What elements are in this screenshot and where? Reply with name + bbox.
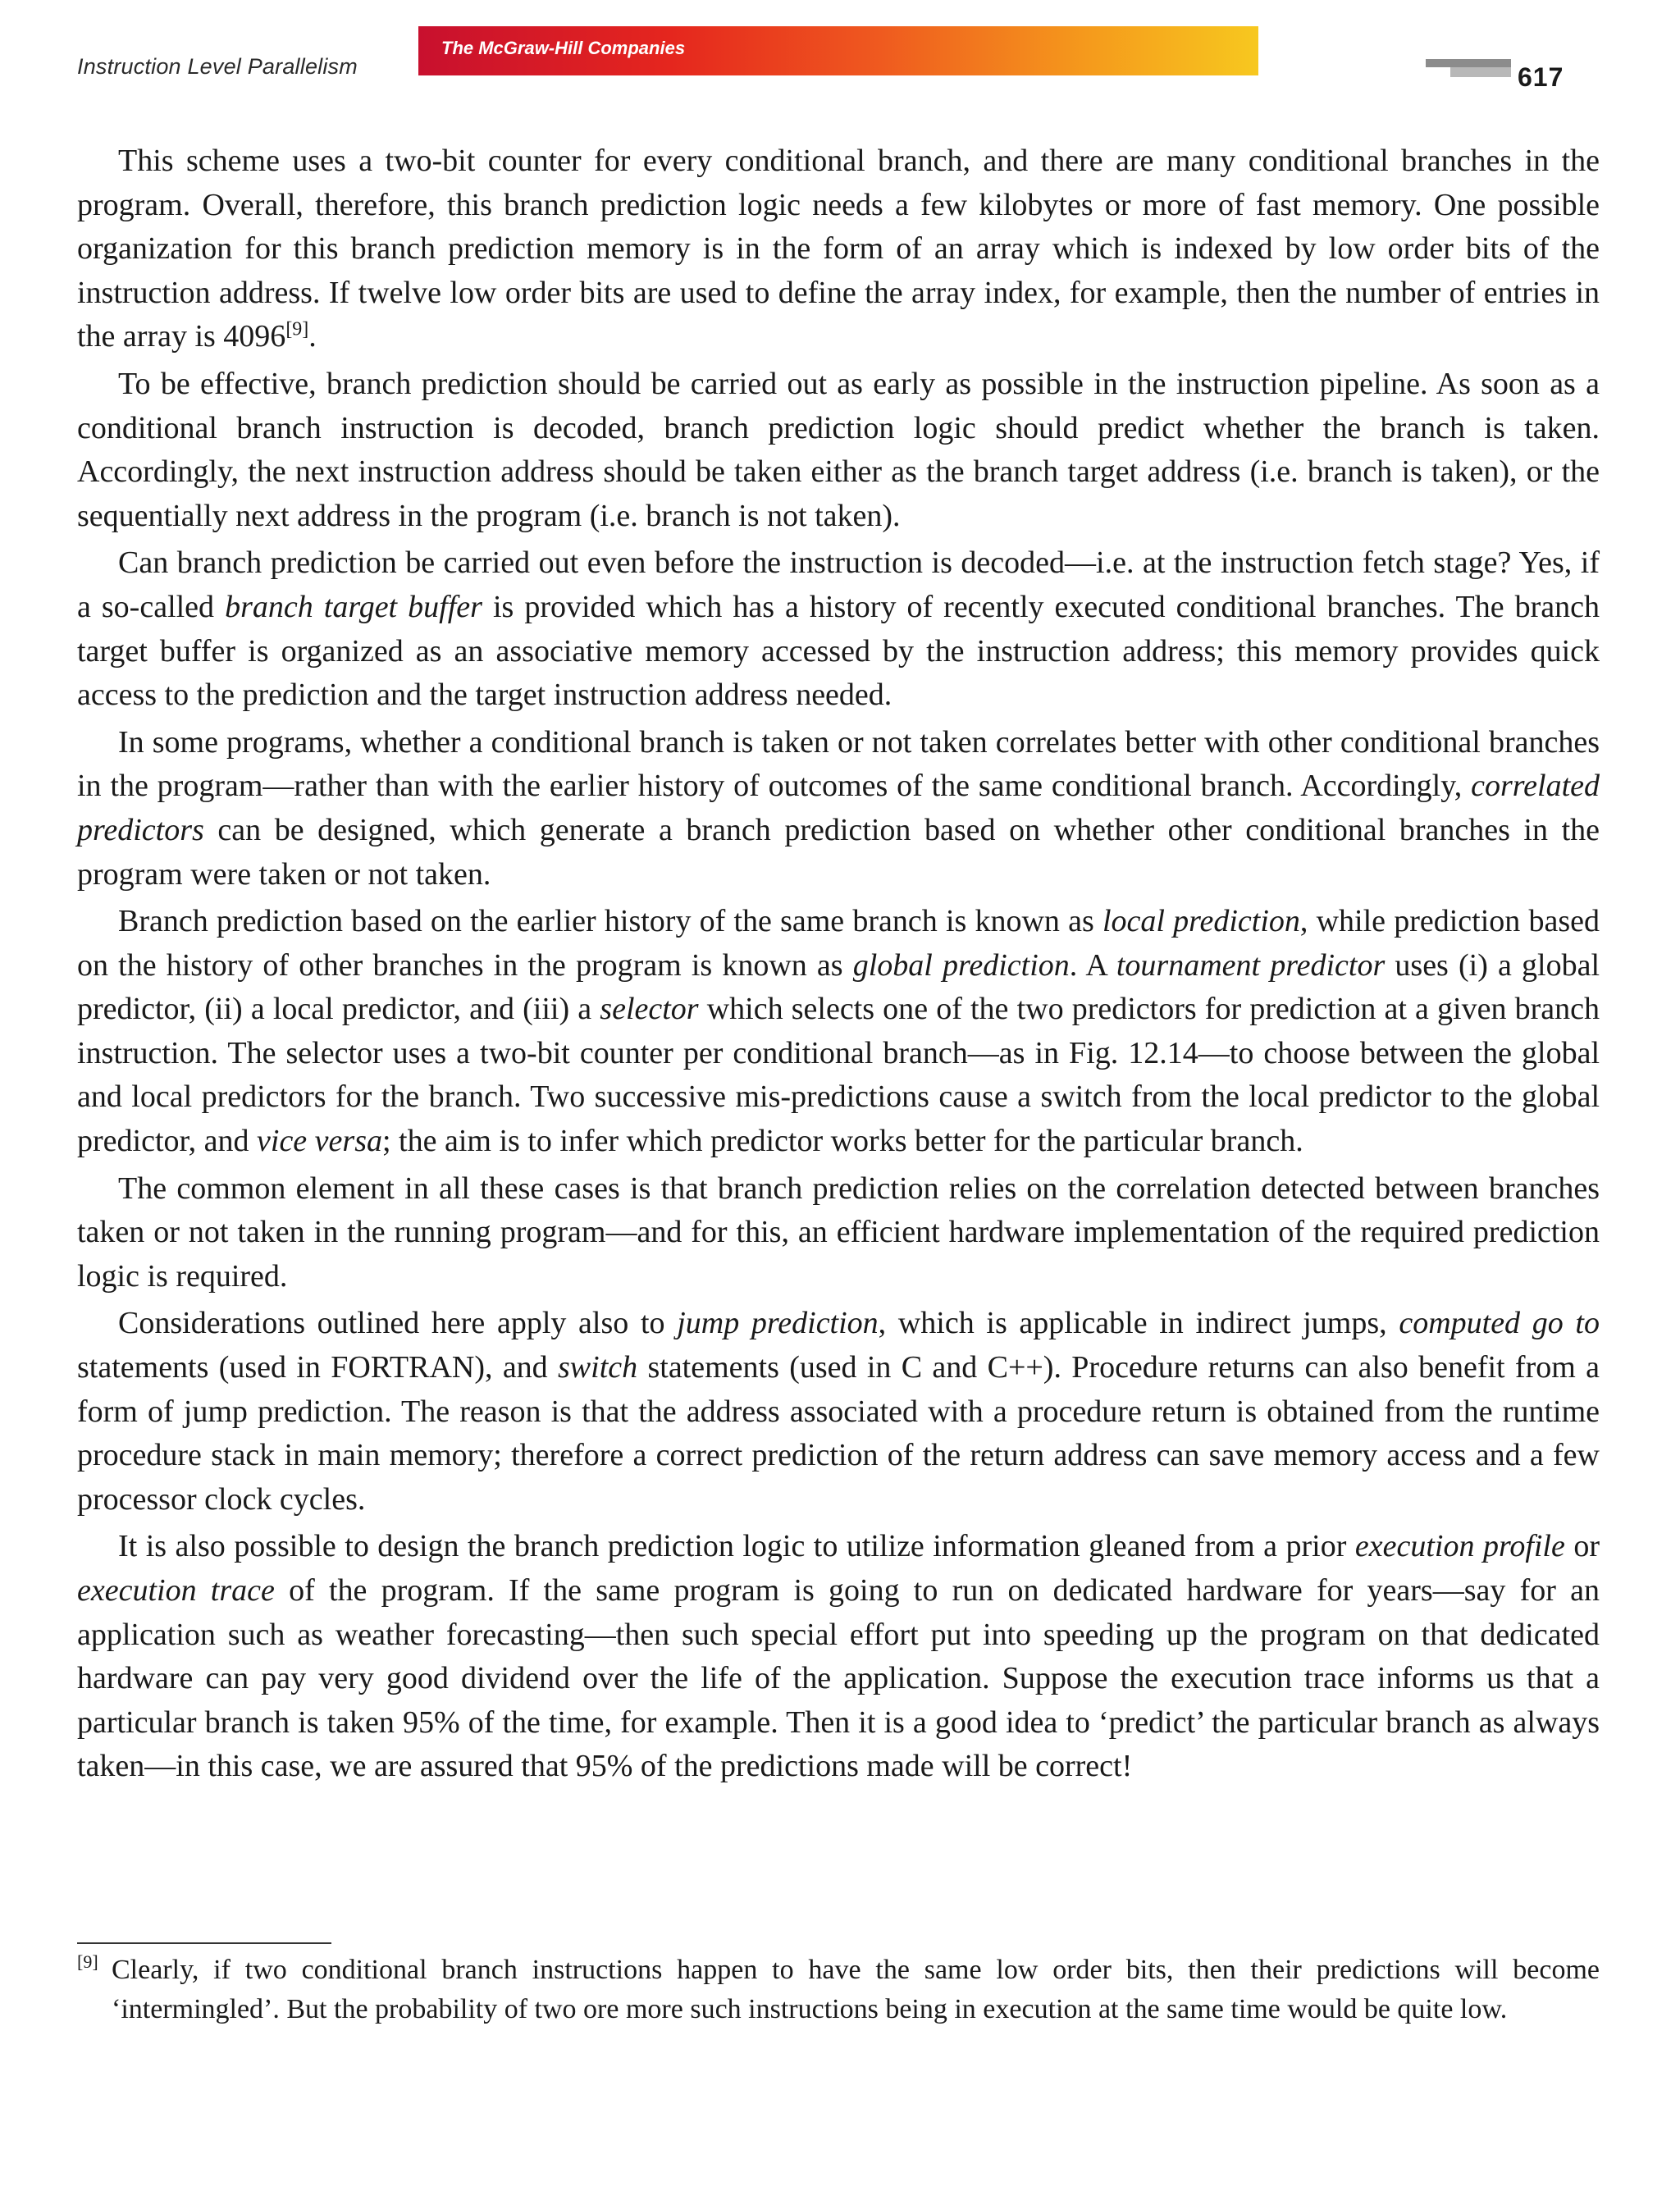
text-run: To be effective, branch prediction should be carried out as early as possible in the instruction pipeline. As soon as a conditional branch instruction is decoded, branch prediction logic should predict whether the branch is taken. Accordingly, the next instruction address should be taken either as the branch target address (i.e. branch is taken), or the sequentially next address in the program (i.e. branch is not taken). [77,366,1600,533]
text-run: is provided which has a history of recently executed conditional branches. The branch target buffer is organized as an associative memory accessed by the instruction address; this memory provides quick access to the prediction and the target instruction address needed. [77,589,1600,713]
emphasized-term: jump prediction [677,1306,879,1341]
text-run: Considerations outlined here apply also to [118,1306,678,1341]
emphasized-term: global prediction [852,947,1070,983]
publisher-banner [418,26,1258,75]
paragraph [77,1302,1600,1522]
running-title: Instruction Level Parallelism [77,54,358,79]
footnote-mark: [9] [77,1951,98,1972]
text-run: The common element in all these cases is that branch prediction relies on the correlation detected between branches taken or not taken in the running program—and for this, an efficient hardware implementation of the required prediction logic is required. [77,1171,1600,1294]
emphasized-term: local prediction [1102,904,1300,939]
text-run: can be designed, which generate a branch prediction based on whether other conditional branches in the program were taken or not taken. [77,812,1600,892]
text-run: , while prediction based on the history of other branches in the program is known as [77,904,1600,983]
paragraph [77,541,1600,717]
paragraph [77,721,1600,897]
body-text [77,139,1600,1792]
emphasized-term: execution profile [1354,1529,1565,1564]
footnote-text: Clearly, if two conditional branch instructions happen to have the same low order bits, then their predictions will become ‘intermingled’. But the probability of two ore more such instructions being in execution at the same time would be quite low. [112,1955,1600,2024]
text-run: which selects one of the two predictors for prediction at a given branch instruction. The selector uses a two-bit counter per conditional branch—as in Fig. 12.14—to choose between the global and local predictors for the branch. Two successive mis-predictions cause a switch from the local predictor to the global predictor, and [77,992,1600,1159]
text-run: , which is applicable in indirect jumps, [878,1306,1399,1341]
text-run: Can branch prediction be carried out even before the instruction is decoded—i.e. at the instruction fetch stage? Yes, if a so-called [77,545,1600,624]
emphasized-term: correlated predictors [77,769,1600,847]
text-run: It is also possible to design the branch prediction logic to utilize information gleaned from a prior [118,1529,1355,1564]
emphasized-term: tournament predictor [1116,947,1386,983]
emphasized-term: selector [600,992,699,1027]
footnote [77,1951,1600,2029]
text-run: of the program. If the same program is going to run on dedicated hardware for years—say for an application such as weather forecasting—then such special effort put into speeding up the program on that dedicated hardware can pay very good dividend over the life of the application. Suppose the execution trace informs us that a particular branch is taken 95% of the time, for example. Then it is a good idea to ‘predict’ the particular branch as always taken—in this case, we are assured that 95% of the predictions made will be correct! [77,1573,1600,1784]
emphasized-term: execution trace [77,1573,275,1608]
emphasized-term: computed go to [1399,1306,1600,1341]
text-run: or [1564,1529,1600,1564]
text-run: ; the aim is to infer which predictor works better for the particular branch. [381,1124,1303,1159]
text-run: In some programs, whether a conditional branch is taken or not taken correlates better with other conditional branches in the program—rather than with the earlier history of outcomes of the same conditional branch. Accordingly, [77,724,1600,804]
footnote-reference: [9] [285,318,309,340]
paragraph [77,139,1600,359]
publisher-name: The McGraw-Hill Companies [441,38,686,58]
paragraph [77,1167,1600,1299]
footnote-rule [77,1942,331,1944]
text-run: This scheme uses a two-bit counter for every conditional branch, and there are many conditional branches in the program. Overall, therefore, this branch prediction logic needs a few kilobytes or more of fast memory. One possible organization for this branch prediction memory is in the form of an array which is indexed by low order bits of the instruction address. If twelve low order bits are used to define the array index, for example, then the number of entries in the array is 4096 [77,144,1600,354]
text-run: . A [1069,947,1116,983]
emphasized-term: switch [558,1350,638,1385]
page-number-decoration [1426,59,1511,77]
paragraph [77,1525,1600,1789]
paragraph [77,900,1600,1164]
text-run: statements (used in C and C++). Procedure returns can also benefit from a form of jump prediction. The reason is that the address associated with a procedure return is obtained from the runtime procedure stack in main memory; therefore a correct prediction of the return address can save memory access and a few processor clock cycles. [77,1350,1600,1517]
decoration-bar-light [1450,67,1511,77]
text-run: uses (i) a global predictor, (ii) a local predictor, and (iii) a [77,947,1600,1027]
emphasized-term: branch target buffer [225,589,482,624]
text-run: . [308,319,317,354]
page-number: 617 [1518,62,1564,92]
decoration-bar-dark [1426,59,1511,67]
emphasized-term: vice versa [257,1124,382,1159]
text-run: Branch prediction based on the earlier history of the same branch is known as [118,904,1102,939]
paragraph [77,363,1600,538]
text-run: statements (used in FORTRAN), and [77,1350,559,1385]
